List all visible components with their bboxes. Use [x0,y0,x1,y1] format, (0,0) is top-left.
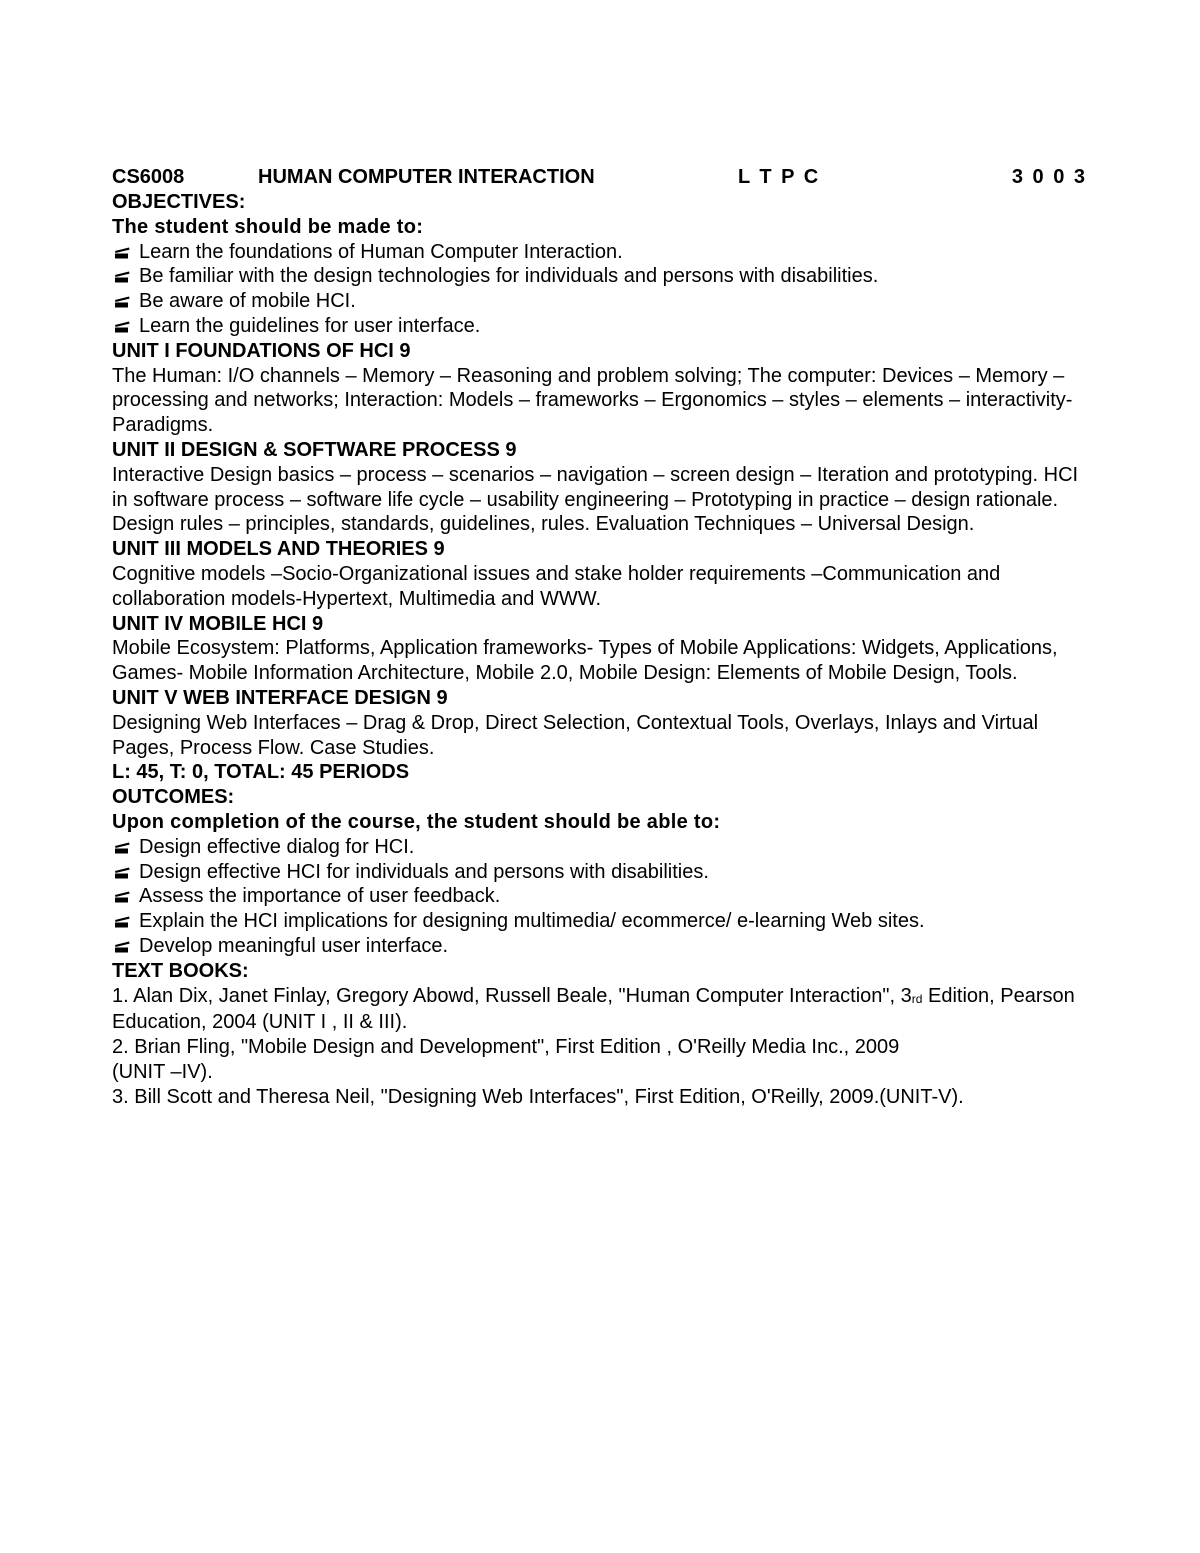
textbook-1-end: Edition, Pearson Education, 2004 (UNIT I , II & III). [112,984,1075,1034]
unit-2-heading: UNIT II DESIGN & SOFTWARE PROCESS 9 [112,438,517,461]
clapperboard-icon [114,247,131,259]
outcome-text: Design effective dialog for HCI. [139,835,415,858]
textbook-2-line-2: (UNIT –IV). [112,1060,213,1083]
ltpc-label: L T P C [738,166,821,188]
unit-5-heading: UNIT V WEB INTERFACE DESIGN 9 [112,686,448,709]
unit-2-body: Interactive Design basics – process – scenarios – navigation – screen design – Iteration and prototyping. HCI in software process – software life cycle – usability engineering – Prototyping in practice – design rationale. Design rules – principles, standards, guidelines, rules. Evaluation Techniques – Universal Design. [112,463,1079,536]
clapperboard-icon [114,271,131,283]
outcome-text: Develop meaningful user interface. [139,934,449,957]
objective-text: Be familiar with the design technologies for individuals and persons with disabilities. [139,265,879,288]
ltpc-values: 3 0 0 3 [1011,166,1087,188]
outcomes-heading: OUTCOMES: [112,786,235,809]
objectives-lead: The student should be made to: [112,215,424,238]
outcome-text: Explain the HCI implications for designing multimedia/ ecommerce/ e-learning Web sites. [139,910,925,933]
unit-1-heading: UNIT I FOUNDATIONS OF HCI 9 [112,339,411,362]
total-periods: L: 45, T: 0, TOTAL: 45 PERIODS [112,761,410,784]
unit-4-body: Mobile Ecosystem: Platforms, Application frameworks- Types of Mobile Applications: Widgets, Applications, Games- Mobile Information Architecture, Mobile 2.0, Mobile Design: Elements of Mobile Design, Tools. [112,637,1058,685]
outcome-item [112,909,1087,934]
outcome-item [112,835,1087,860]
textbook-2-line-1: 2. Brian Fling, "Mobile Design and Development", First Edition , O'Reilly Media Inc., 2009 [112,1036,900,1059]
outcomes-lead: Upon completion of the course, the student should be able to: [112,810,721,833]
course-title: HUMAN COMPUTER INTERACTION [258,166,595,188]
textbook-1 [112,984,1087,1036]
ordinal-suffix: rd [911,991,923,1006]
clapperboard-icon [114,867,131,879]
textbook-3: 3. Bill Scott and Theresa Neil, "Designing Web Interfaces", First Edition, O'Reilly, 2009.(UNIT-V). [112,1085,964,1108]
objective-item [112,264,1087,289]
outcome-item [112,860,1087,885]
objective-text: Learn the guidelines for user interface. [139,314,481,337]
outcome-item [112,934,1087,959]
unit-3-body: Cognitive models –Socio-Organizational issues and stake holder requirements –Communication and collaboration models-Hypertext, Multimedia and WWW. [112,562,1001,610]
clapperboard-icon [114,842,131,854]
clapperboard-icon [114,941,131,953]
outcome-item [112,884,1087,909]
objectives-heading: OBJECTIVES: [112,191,246,213]
clapperboard-icon [114,891,131,903]
objective-item [112,240,1087,265]
textbook-1-start: 1. Alan Dix, Janet Finlay, Gregory Abowd, Russell Beale, "Human Computer Interaction", 3 [112,984,912,1007]
objective-item [112,314,1087,339]
outcome-text: Assess the importance of user feedback. [139,885,501,908]
textbooks-heading: TEXT BOOKS: [112,959,249,982]
unit-3-heading: UNIT III MODELS AND THEORIES 9 [112,538,445,561]
outcome-text: Design effective HCI for individuals and persons with disabilities. [139,860,709,883]
course-code: CS6008 [112,166,185,188]
objective-text: Learn the foundations of Human Computer Interaction. [139,240,623,263]
objective-text: Be aware of mobile HCI. [139,290,356,313]
clapperboard-icon [114,916,131,928]
syllabus-page [112,165,1087,1109]
unit-5-body: Designing Web Interfaces – Drag & Drop, Direct Selection, Contextual Tools, Overlays, Inlays and Virtual Pages, Process Flow. Case Studies. [112,711,1039,759]
clapperboard-icon [114,321,131,333]
unit-1-body: The Human: I/O channels – Memory – Reasoning and problem solving; The computer: Devices – Memory – processing and networks; Interaction: Models – frameworks – Ergonomics – styles – elements – interactivity- Paradigms. [112,364,1073,437]
clapperboard-icon [114,296,131,308]
objective-item [112,289,1087,314]
unit-4-heading: UNIT IV MOBILE HCI 9 [112,612,324,635]
course-header [112,165,1087,190]
